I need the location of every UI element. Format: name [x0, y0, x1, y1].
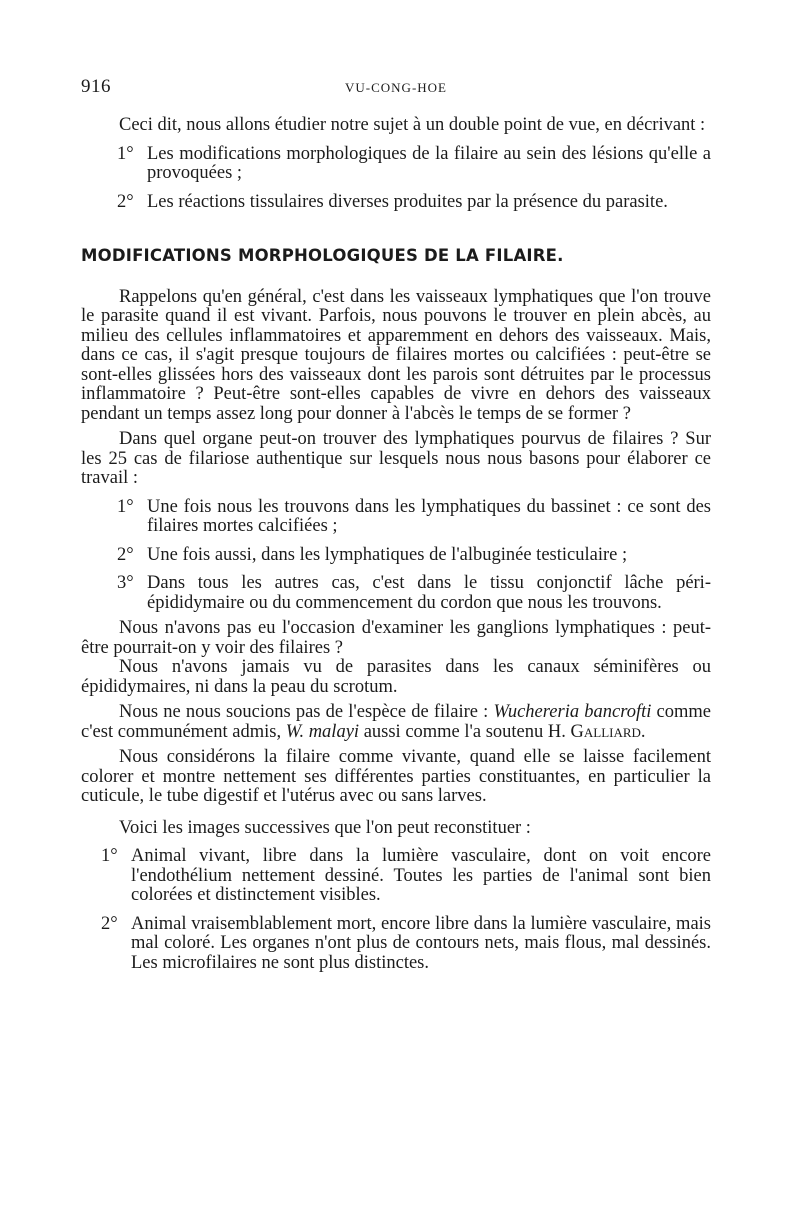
list-number: 1° — [117, 496, 134, 517]
paragraph: Nous considérons la filaire comme vivante, quand elle se laisse facilement colorer et montre nettement ses différentes parties constituantes, en particulier la cuticule, le tube digestif et l'utérus avec ou sans larves. — [81, 747, 711, 806]
intro-list-item-2 — [81, 193, 711, 213]
section-heading: MODIFICATIONS MORPHOLOGIQUES DE LA FILAIRE. — [81, 246, 564, 265]
page-number: 916 — [81, 76, 111, 97]
list-number: 2° — [117, 544, 134, 565]
paragraph: Nous n'avons pas eu l'occasion d'examiner les ganglions lymphatiques : peut-être pourrait-on y voir des filaires ? — [81, 618, 711, 658]
intro-paragraph: Ceci dit, nous allons étudier notre sujet à un double point de vue, en décrivant : — [119, 115, 706, 135]
paragraph: Nous n'avons jamais vu de parasites dans les canaux séminifères ou épididymaires, ni dans la peau du scrotum. — [81, 657, 711, 697]
text-run: Nous ne nous soucions pas de l'espèce de filaire : — [119, 702, 494, 722]
list-text: Dans tous les autres cas, c'est dans le tissu conjonctif lâche péri-épididymaire ou du commencement du cordon que nous les trouvons. — [147, 573, 711, 613]
list-number: 1° — [101, 846, 118, 866]
list-text: Les modifications morphologiques de la filaire au sein des lésions qu'elle a provoquées ; — [147, 143, 711, 183]
list-item — [81, 915, 711, 974]
list-item — [81, 574, 711, 613]
list-number: 2° — [101, 913, 118, 934]
list-number: 2° — [117, 191, 134, 212]
list-text: Animal vraisemblablement mort, encore libre dans la lumière vasculaire, mais mal coloré. Les organes n'ont plus de contours nets, mais flous, mal dessinés. Les microfilaires ne sont plus distinctes. — [131, 913, 711, 973]
list-text: Les réactions tissulaires diverses produites par la présence du parasite. — [147, 191, 668, 212]
text-run: comme c'est communément admis, — [81, 702, 712, 742]
species-name: W. malayi — [285, 721, 360, 742]
list-number: 1° — [117, 143, 134, 164]
page-body — [81, 116, 711, 973]
paragraph: Voici les images successives que l'on peut reconstituer : — [119, 817, 531, 838]
list-item — [81, 546, 711, 566]
page-header — [81, 76, 711, 100]
text-run: . — [640, 721, 646, 742]
list-text: Animal vivant, libre dans la lumière vasculaire, dont on voit encore l'endothélium nettement dessiné. Toutes les parties de l'animal sont bien colorées et distinctement visibles. — [131, 846, 711, 905]
author-name: Galliard — [570, 721, 641, 742]
list-item — [81, 498, 711, 537]
paragraph: Rappelons qu'en général, c'est dans les vaisseaux lymphatiques que l'on trouve le parasite quand il est vivant. Parfois, nous pouvons le trouver en plein abcès, au milieu des cellules inflammatoires et apparemment en dehors des vaisseaux. Mais, dans ce cas, il s'agit presque toujours de filaires mortes ou calcifiées : peut-être se sont-elles glissées hors des vaisseaux dont les parois sont détruites par le processus inflammatoire ? Peut-être sont-elles capables de vivre en dehors des vaisseaux pendant un temps assez long pour donner à l'abcès le temps de se former ? — [81, 286, 711, 424]
intro-list-item-1 — [81, 145, 711, 184]
species-name: Wuchereria bancrofti — [493, 702, 652, 722]
list-item — [81, 847, 711, 906]
running-head: VU-CONG-HOE — [345, 80, 447, 95]
list-text: Une fois aussi, dans les lymphatiques de l'albuginée testiculaire ; — [147, 544, 628, 565]
paragraph-species — [81, 703, 711, 742]
paragraph: Dans quel organe peut-on trouver des lymphatiques pourvus de filaires ? Sur les 25 cas de filariose authentique sur lesquels nous nous basons pour élaborer ce travail : — [81, 429, 711, 488]
text-run: aussi comme l'a soutenu H. — [359, 721, 571, 742]
list-number: 3° — [117, 573, 134, 593]
list-text: Une fois nous les trouvons dans les lymphatiques du bassinet : ce sont des filaires mortes calcifiées ; — [147, 496, 711, 536]
